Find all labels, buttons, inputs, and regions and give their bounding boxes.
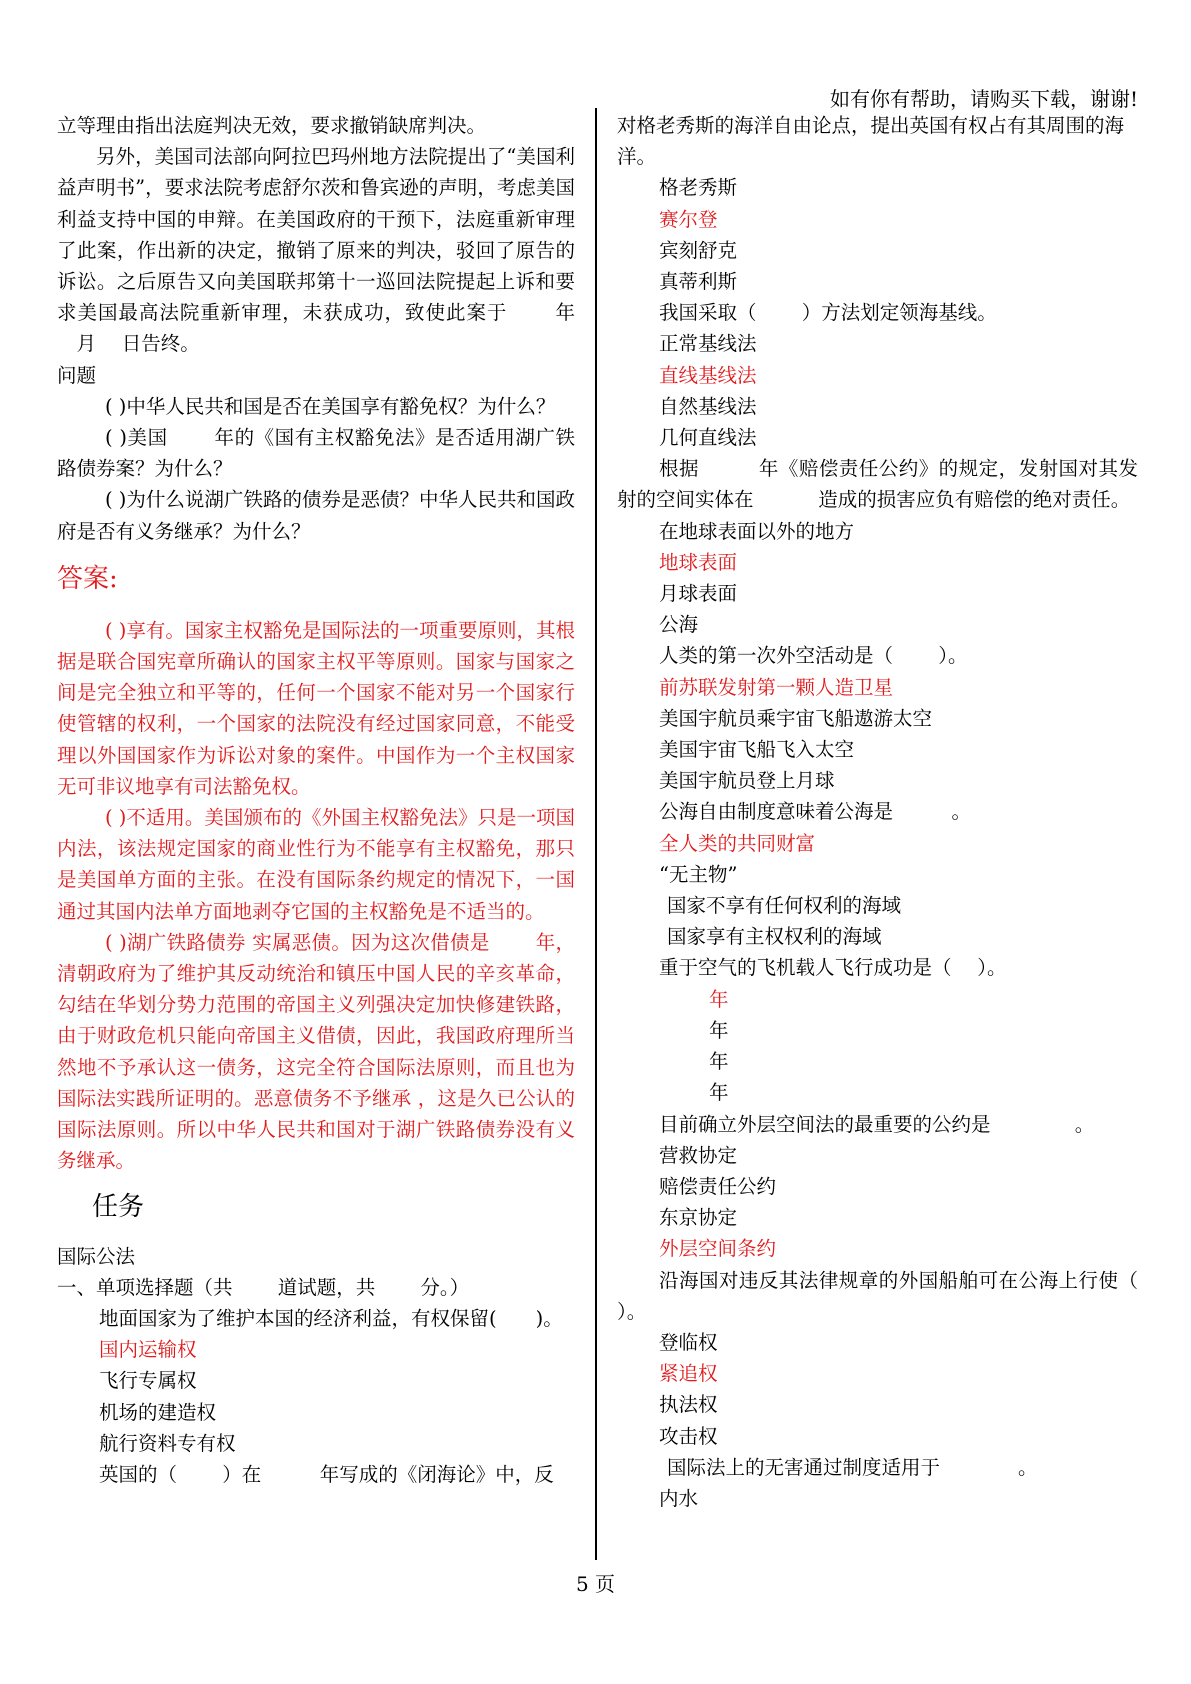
question-11: 目前确立外层空间法的最重要的公约是 。 bbox=[659, 1112, 1095, 1136]
paragraph: 立等理由指出法庭判决无效，要求撤销缺席判决。 bbox=[57, 114, 487, 137]
option: 营救协定 bbox=[659, 1143, 738, 1167]
option: 美国宇宙飞船飞入太空 bbox=[659, 738, 855, 762]
section-title: 一、单项选择题（共 道试题，共 分。） bbox=[57, 1275, 470, 1299]
option-correct: 全人类的共同财富 bbox=[659, 831, 816, 855]
question-9: 公海自由制度意味着公海是 。 bbox=[659, 800, 972, 824]
question-5-start: 英国的（ ）在 年写成的《闭海论》中，反 bbox=[99, 1462, 554, 1486]
task-heading: 任务 bbox=[92, 1191, 145, 1222]
option: 航行资料专有权 bbox=[99, 1431, 236, 1455]
option: 攻击权 bbox=[659, 1424, 718, 1448]
question-6: 我国采取（ ）方法划定领海基线。 bbox=[659, 301, 997, 325]
option: 赔偿责任公约 bbox=[659, 1174, 777, 1198]
paragraph: 另外，美国司法部向阿拉巴玛州地方法院提出了“美国利益声明书”，要求法院考虑舒尔茨和鲁宾逊的声明，考虑美国利益支持中国的申辩。在美国政府的干预下，法庭重新审理了此案，作出新的决定，撤销了原来的判决，驳回了原告的诉讼。之后原告又向美国联邦第十一巡回法院提起上诉和要求美国最高法院重新审理，未获成功，致使此案于 年 月 日告终。 bbox=[57, 145, 575, 356]
option-correct: 地球表面 bbox=[659, 550, 738, 574]
question-10: 重于空气的飞机载人飞行成功是（ ）。 bbox=[659, 956, 1007, 980]
subject-title: 国际公法 bbox=[57, 1244, 136, 1268]
question-8: 人类的第一次外空活动是（ ）。 bbox=[659, 644, 968, 668]
option: 机场的建造权 bbox=[99, 1400, 217, 1424]
option: 正常基线法 bbox=[659, 332, 757, 356]
option: 月球表面 bbox=[659, 582, 738, 606]
right-column bbox=[617, 110, 1138, 1514]
option: 登临权 bbox=[659, 1330, 718, 1354]
option: 在地球表面以外的地方 bbox=[659, 519, 855, 543]
question-13: 国际法上的无害通过制度适用于 。 bbox=[667, 1455, 1038, 1479]
option: 东京协定 bbox=[659, 1206, 738, 1230]
option: 美国宇航员登上月球 bbox=[659, 769, 835, 793]
option: 公海 bbox=[659, 613, 699, 637]
option: 内水 bbox=[659, 1486, 699, 1510]
option-correct: 紧追权 bbox=[659, 1362, 718, 1386]
option-correct: 年 bbox=[709, 987, 729, 1011]
option: 年 bbox=[709, 1050, 729, 1074]
option: 美国宇航员乘宇宙飞船遨游太空 bbox=[659, 706, 933, 730]
option: 宾刻舒克 bbox=[659, 238, 738, 262]
page-number: 5 页 bbox=[575, 1572, 616, 1596]
option: 国家不享有任何权利的海域 bbox=[667, 894, 902, 918]
option: 年 bbox=[709, 1081, 729, 1105]
option: 自然基线法 bbox=[659, 394, 757, 418]
question-4: 地面国家为了维护本国的经济利益，有权保留( )。 bbox=[99, 1306, 563, 1330]
option-correct: 直线基线法 bbox=[659, 363, 757, 387]
option: 真蒂利斯 bbox=[659, 270, 738, 294]
option: 年 bbox=[709, 1018, 729, 1042]
question-5-continued: 对格老秀斯的海洋自由论点，提出英国有权占有其周围的海洋。 bbox=[617, 114, 1125, 169]
question-3: ( )为什么说湖广铁路的债券是恶债？中华人民共和国政府是否有义务继承？为什么？ bbox=[57, 488, 575, 543]
option-correct: 赛尔登 bbox=[659, 207, 718, 231]
option: 几何直线法 bbox=[659, 426, 757, 450]
question-7: 根据 年《赔偿责任公约》的规定，发射国对其发射的空间实体在 造成的损害应负有赔偿的绝对责任。 bbox=[617, 457, 1138, 512]
answer-3: ( )湖广铁路债券 实属恶债。因为这次借债是 年，清朝政府为了维护其反动统治和镇压中国人民的辛亥革命，勾结在华划分势力范围的帝国主义列强决定加快修建铁路，由于财政危机只能向帝国主义借债，因此，我国政府理所当然地不予承认这一债务，这完全符合国际法原则，而且也为国际法实践所证明的。恶意债务不予继承 ，这是久已公认的国际法原则。所以中华人民共和国对于湖广铁路债券没有义务继承。 bbox=[57, 930, 575, 1173]
question-title: 问题 bbox=[57, 363, 97, 387]
option: “无主物” bbox=[659, 862, 738, 886]
answer-heading: 答案: bbox=[57, 563, 118, 594]
question-2: ( )美国 年的《国有主权豁免法》是否适用湖广铁路债券案？为什么？ bbox=[57, 426, 575, 481]
answer-1: ( )享有。国家主权豁免是国际法的一项重要原则，其根据是联合国宪章所确认的国家主权平等原则。国家与国家之间是完全独立和平等的，任何一个国家不能对另一个国家行使管辖的权利，一个国家的法院没有经过国家同意，不能受理以外国国家作为诉讼对象的案件。中国作为一个主权国家无可非议地享有司法豁免权。 bbox=[57, 618, 575, 798]
option: 格老秀斯 bbox=[659, 176, 738, 200]
column-divider bbox=[595, 108, 597, 1560]
header-note: 如有你有帮助，请购买下载，谢谢! bbox=[829, 87, 1138, 111]
option: 执法权 bbox=[659, 1393, 718, 1417]
option-correct: 国内运输权 bbox=[99, 1338, 197, 1362]
left-column bbox=[57, 110, 575, 1490]
answer-2: ( )不适用。美国颁布的《外国主权豁免法》只是一项国内法，该法规定国家的商业性行为不能享有主权豁免，那只是美国单方面的主张。在没有国际条约规定的情况下，一国通过其国内法单方面地剥夺它国的主权豁免是不适当的。 bbox=[57, 806, 575, 923]
question-12: 沿海国对违反其法律规章的外国船舶可在公海上行使（ ）。 bbox=[617, 1268, 1138, 1323]
option: 飞行专属权 bbox=[99, 1369, 197, 1393]
question-1: ( )中华人民共和国是否在美国享有豁免权？为什么？ bbox=[105, 394, 556, 418]
option: 国家享有主权权利的海域 bbox=[667, 925, 882, 949]
option-correct: 外层空间条约 bbox=[659, 1237, 777, 1261]
option-correct: 前苏联发射第一颗人造卫星 bbox=[659, 675, 894, 699]
